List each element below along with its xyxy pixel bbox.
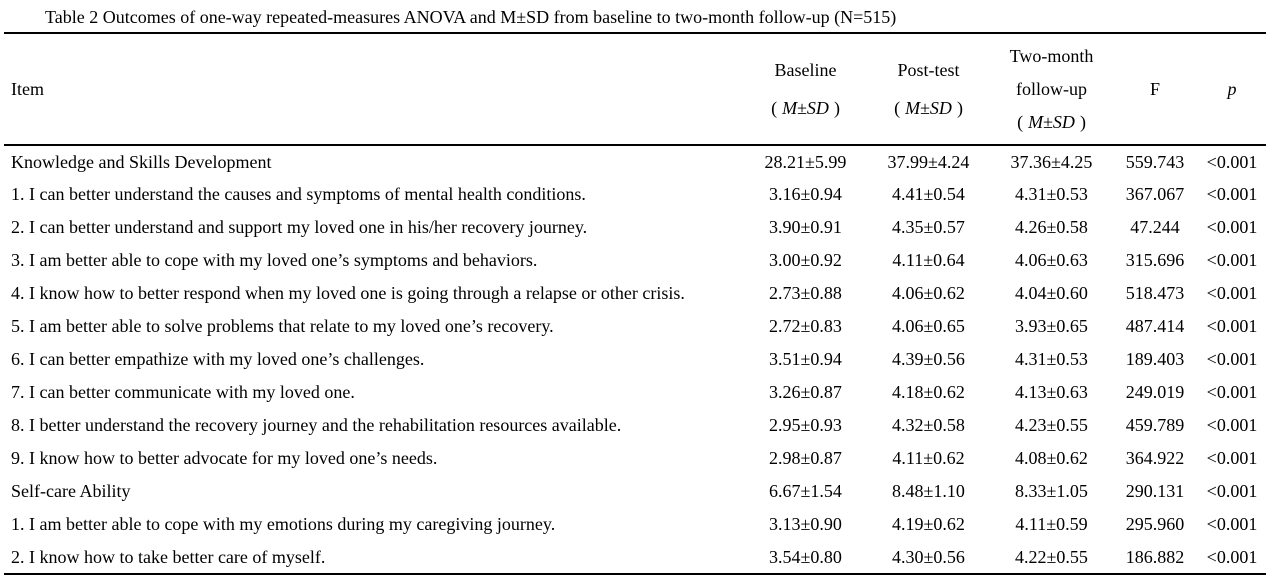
cell-baseline: 2.73±0.88 [769, 283, 842, 303]
cell-p: <0.001 [1206, 448, 1258, 468]
cell-f: 295.960 [1125, 514, 1185, 534]
col-header-followup [991, 33, 1112, 145]
followup-header-line2: follow-up [1016, 78, 1087, 99]
followup-header-line1: Two-month [1009, 45, 1094, 66]
cell-baseline: 3.54±0.80 [769, 546, 842, 567]
f-header-label: F [1149, 78, 1160, 99]
cell-posttest: 4.11±0.64 [892, 250, 965, 270]
anova-results-table [4, 32, 1266, 575]
table-body [4, 145, 1266, 574]
cell-p: <0.001 [1206, 316, 1258, 336]
cell-item: 8. I better understand the recovery journey and the rehabilitation resources available. [11, 415, 622, 435]
cell-followup: 4.08±0.62 [1015, 448, 1088, 468]
cell-item: Self-care Ability [11, 481, 131, 501]
cell-p: <0.001 [1206, 415, 1258, 435]
cell-item: 2. I can better understand and support my loved one in his/her recovery journey. [11, 217, 588, 237]
table-row-section-selfcare [4, 475, 1266, 508]
cell-f: 487.414 [1125, 316, 1185, 336]
baseline-header-label: Baseline [774, 59, 837, 80]
cell-p: <0.001 [1206, 514, 1258, 534]
posttest-header-label: Post-test [897, 59, 960, 80]
cell-p: <0.001 [1206, 250, 1258, 270]
cell-posttest: 8.48±1.10 [892, 481, 965, 501]
cell-baseline: 3.13±0.90 [769, 514, 842, 534]
cell-posttest: 4.19±0.62 [892, 514, 965, 534]
cell-p: <0.001 [1206, 184, 1258, 204]
cell-baseline: 3.26±0.87 [769, 382, 842, 402]
cell-item: 5. I am better able to solve problems that relate to my loved one’s recovery. [11, 316, 554, 336]
cell-posttest: 4.41±0.54 [892, 184, 965, 204]
table-row [4, 178, 1266, 211]
table-row [4, 277, 1266, 310]
cell-f: 249.019 [1125, 382, 1185, 402]
cell-followup: 37.36±4.25 [1010, 151, 1093, 172]
table-row-section-knowledge [4, 145, 1266, 178]
cell-baseline: 3.51±0.94 [769, 349, 842, 369]
table-header [4, 33, 1266, 145]
cell-baseline: 3.90±0.91 [769, 217, 842, 237]
cell-baseline: 2.95±0.93 [769, 415, 842, 435]
table-row [4, 343, 1266, 376]
cell-f: 459.789 [1125, 415, 1185, 435]
table-row [4, 442, 1266, 475]
cell-followup: 4.06±0.63 [1015, 250, 1088, 270]
cell-item: 6. I can better empathize with my loved one’s challenges. [11, 349, 425, 369]
cell-followup: 4.26±0.58 [1015, 217, 1088, 237]
cell-followup: 3.93±0.65 [1015, 316, 1088, 336]
cell-f: 186.882 [1125, 546, 1185, 567]
cell-posttest: 4.18±0.62 [892, 382, 965, 402]
cell-posttest: 37.99±4.24 [887, 151, 970, 172]
table-row [4, 244, 1266, 277]
cell-p: <0.001 [1206, 546, 1258, 567]
table-row [4, 541, 1266, 574]
table-row [4, 211, 1266, 244]
cell-p: <0.001 [1206, 217, 1258, 237]
cell-f: 290.131 [1125, 481, 1185, 501]
p-header-label: p [1227, 78, 1237, 99]
cell-item: Knowledge and Skills Development [11, 151, 272, 172]
cell-p: <0.001 [1206, 151, 1258, 172]
cell-baseline: 3.16±0.94 [769, 184, 842, 204]
cell-baseline: 2.72±0.83 [769, 316, 842, 336]
cell-baseline: 28.21±5.99 [764, 151, 847, 172]
col-header-f [1112, 33, 1198, 145]
cell-followup: 4.11±0.59 [1015, 514, 1088, 534]
cell-baseline: 6.67±1.54 [769, 481, 842, 501]
cell-item: 9. I know how to better advocate for my loved one’s needs. [11, 448, 438, 468]
cell-posttest: 4.39±0.56 [892, 349, 965, 369]
table-caption: Table 2 Outcomes of one-way repeated-measures ANOVA and M±SD from baseline to two-month follow-up (N=515) [45, 7, 897, 27]
cell-f: 47.244 [1130, 217, 1180, 237]
followup-msd-label: ( M±SD ) [1017, 111, 1086, 132]
table-row [4, 376, 1266, 409]
table-row [4, 310, 1266, 343]
cell-followup: 4.23±0.55 [1015, 415, 1088, 435]
cell-item: 3. I am better able to cope with my loved one’s symptoms and behaviors. [11, 250, 538, 270]
cell-baseline: 3.00±0.92 [769, 250, 842, 270]
cell-item: 4. I know how to better respond when my loved one is going through a relapse or other crisis. [11, 283, 685, 303]
table-row [4, 508, 1266, 541]
cell-posttest: 4.06±0.62 [892, 283, 965, 303]
cell-f: 518.473 [1125, 283, 1185, 303]
cell-item: 1. I can better understand the causes and symptoms of mental health conditions. [11, 184, 586, 204]
cell-item: 2. I know how to take better care of myself. [11, 546, 326, 567]
cell-f: 367.067 [1125, 184, 1185, 204]
cell-p: <0.001 [1206, 382, 1258, 402]
cell-posttest: 4.06±0.65 [892, 316, 965, 336]
cell-followup: 4.13±0.63 [1015, 382, 1088, 402]
posttest-msd-label: ( M±SD ) [894, 97, 963, 118]
cell-followup: 4.31±0.53 [1015, 349, 1088, 369]
cell-f: 315.696 [1125, 250, 1185, 270]
cell-baseline: 2.98±0.87 [769, 448, 842, 468]
col-header-posttest [866, 33, 991, 145]
cell-item: 1. I am better able to cope with my emotions during my caregiving journey. [11, 514, 556, 534]
cell-followup: 4.04±0.60 [1015, 283, 1088, 303]
col-header-p [1198, 33, 1266, 145]
item-header-label: Item [11, 78, 44, 99]
cell-f: 559.743 [1125, 151, 1185, 172]
cell-f: 189.403 [1125, 349, 1185, 369]
cell-item: 7. I can better communicate with my loved one. [11, 382, 355, 402]
cell-p: <0.001 [1206, 283, 1258, 303]
header-row [4, 33, 1266, 145]
cell-f: 364.922 [1125, 448, 1185, 468]
table-row [4, 409, 1266, 442]
cell-followup: 8.33±1.05 [1015, 481, 1088, 501]
cell-posttest: 4.35±0.57 [892, 217, 965, 237]
cell-p: <0.001 [1206, 349, 1258, 369]
cell-posttest: 4.11±0.62 [892, 448, 965, 468]
cell-followup: 4.22±0.55 [1015, 546, 1088, 567]
baseline-msd-label: ( M±SD ) [771, 97, 840, 118]
col-header-baseline [745, 33, 866, 145]
col-header-item [4, 33, 745, 145]
cell-posttest: 4.30±0.56 [892, 546, 965, 567]
cell-followup: 4.31±0.53 [1015, 184, 1088, 204]
cell-p: <0.001 [1206, 481, 1258, 501]
cell-posttest: 4.32±0.58 [892, 415, 965, 435]
